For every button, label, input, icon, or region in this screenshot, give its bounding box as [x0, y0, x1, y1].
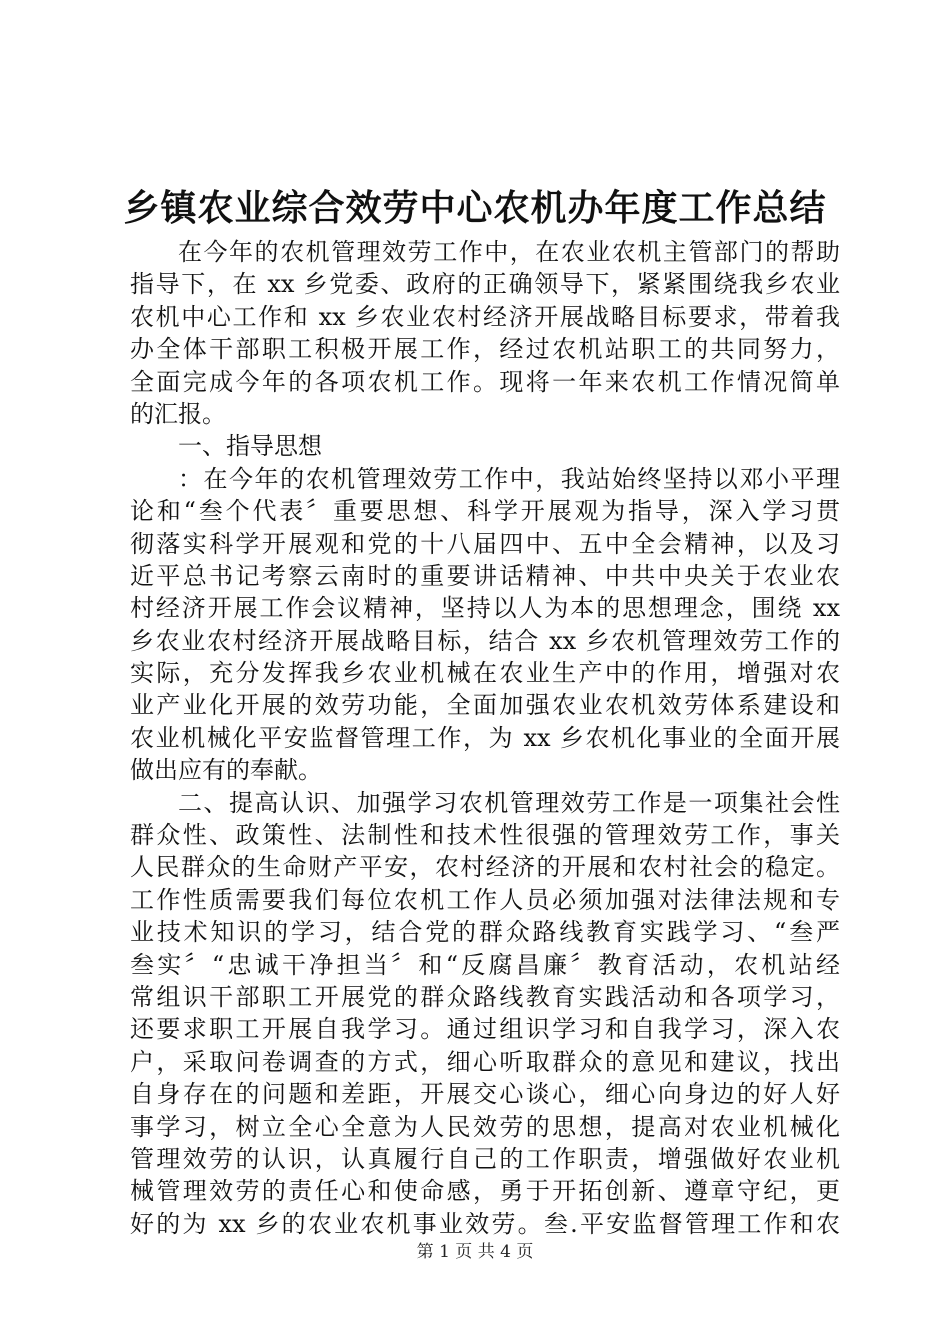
section-heading: 一、指导思想	[178, 432, 322, 461]
text-line: 常组识干部职工开展党的群众路线教育实践活动和各项学习，	[130, 982, 840, 1011]
text-line: 人民群众的生命财产平安，农村经济的开展和农村社会的稳定。	[130, 853, 840, 882]
document-body	[130, 236, 840, 1240]
page-number-footer: 第 1 页 共 4 页	[416, 1242, 534, 1262]
text-line: 户，采取问卷调查的方式，细心听取群众的意见和建议，找出	[130, 1047, 840, 1076]
text-line: 叁实〞“忠诚干净担当〞和“反腐昌廉〞教育活动，农机站经	[130, 950, 840, 979]
text-line: 还要求职工开展自我学习。通过组识学习和自我学习，深入农	[130, 1015, 840, 1044]
text-line: 在今年的农机管理效劳工作中，在农业农机主管部门的帮助	[178, 238, 840, 266]
text-line: 二、提高认识、加强学习农机管理效劳工作是一项集社会性	[178, 788, 840, 817]
text-line: 好的为 xx 乡的农业农机事业效劳。叁.平安监督管理工作和农	[130, 1209, 840, 1238]
text-line: 械管理效劳的责任心和使命感，勇于开拓创新、遵章守纪，更	[130, 1177, 840, 1206]
text-line: 管理效劳的认识，认真履行自己的工作职责，增强做好农业机	[130, 1144, 840, 1173]
text-line: 农业机械化平安监督管理工作，为 xx 乡农机化事业的全面开展	[130, 723, 840, 752]
text-line: 近平总书记考察云南时的重要讲话精神、中共中央关于农业农	[130, 561, 840, 590]
text-line: 村经济开展工作会议精神，坚持以人为本的思想理念，围绕 xx	[130, 594, 840, 623]
text-line: 事学习，树立全心全意为人民效劳的思想，提高对农业机械化	[130, 1112, 840, 1141]
text-line: ：在今年的农机管理效劳工作中，我站始终坚持以邓小平理	[178, 464, 840, 493]
text-line: 全面完成今年的各项农机工作。现将一年来农机工作情况简单	[130, 367, 840, 396]
text-line: 实际，充分发挥我乡农业机械在农业生产中的作用，增强对农	[130, 659, 840, 688]
text-line: 农机中心工作和 xx 乡农业农村经济开展战略目标要求，带着我	[130, 302, 840, 331]
text-line: 做出应有的奉献。	[130, 756, 322, 785]
text-line: 指导下，在 xx 乡党委、政府的正确领导下，紧紧围绕我乡农业	[130, 270, 840, 299]
text-line: 办全体干部职工积极开展工作，经过农机站职工的共同努力，	[130, 335, 840, 364]
text-line: 乡农业农村经济开展战略目标，结合 xx 乡农机管理效劳工作的	[130, 626, 840, 655]
text-line: 群众性、政策性、法制性和技术性很强的管理效劳工作，事关	[130, 821, 840, 850]
text-line: 业技术知识的学习，结合党的群众路线教育实践学习、“叁严	[130, 918, 840, 947]
text-line: 业产业化开展的效劳功能，全面加强农业农机效劳体系建设和	[130, 691, 840, 720]
text-line: 彻落实科学开展观和党的十八届四中、五中全会精神，以及习	[130, 529, 840, 558]
text-line: 的汇报。	[130, 399, 226, 428]
text-line: 自身存在的问题和差距，开展交心谈心，细心向身边的好人好	[130, 1080, 840, 1109]
text-line: 工作性质需要我们每位农机工作人员必须加强对法律法规和专	[130, 885, 840, 914]
text-line: 论和“叁个代表〞重要思想、科学开展观为指导，深入学习贯	[130, 497, 840, 526]
document-title: 乡镇农业综合效劳中心农机办年度工作总结	[123, 187, 827, 229]
